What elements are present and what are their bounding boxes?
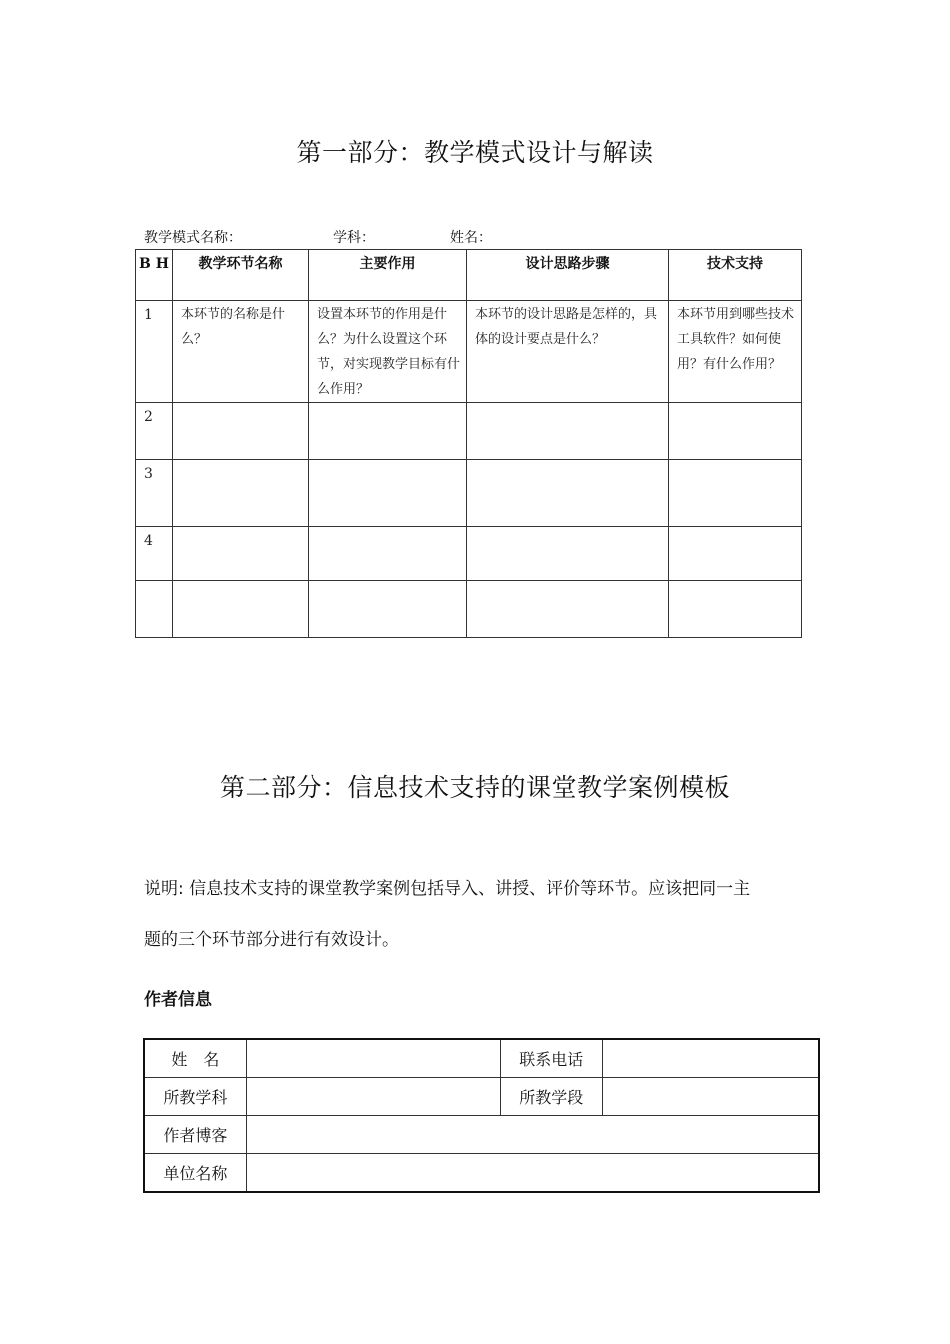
subject-label: 学科： bbox=[333, 230, 375, 246]
table-cell[interactable] bbox=[173, 403, 309, 460]
table-cell[interactable]: 设置本环节的作用是什么？为什么设置这个环节，对实现教学目标有什么作用？ bbox=[309, 301, 467, 403]
org-field-label: 单位名称 bbox=[144, 1154, 246, 1193]
row-number bbox=[136, 581, 173, 638]
author-info-table bbox=[143, 1038, 820, 1193]
table-cell[interactable] bbox=[173, 460, 309, 527]
note-line-1: 说明: 信息技术支持的课堂教学案例包括导入、讲授、评价等环节。应该把同一主 bbox=[144, 879, 751, 899]
table-cell[interactable]: 本环节的设计思路是怎样的，具体的设计要点是什么？ bbox=[467, 301, 669, 403]
table-cell[interactable] bbox=[467, 403, 669, 460]
header-tech-support: 技术支持 bbox=[669, 250, 802, 301]
table-cell[interactable] bbox=[309, 581, 467, 638]
phone-field-label: 联系电话 bbox=[500, 1039, 602, 1078]
table-row bbox=[136, 581, 802, 638]
name-field-value[interactable] bbox=[246, 1039, 500, 1078]
table-header-row bbox=[136, 250, 802, 301]
table-cell[interactable] bbox=[309, 460, 467, 527]
blog-field-label: 作者博客 bbox=[144, 1116, 246, 1154]
table-cell[interactable]: 本环节用到哪些技术工具软件？如何使用？有什么作用？ bbox=[669, 301, 802, 403]
name-field-label: 姓 名 bbox=[144, 1039, 246, 1078]
row-number: 4 bbox=[136, 527, 173, 581]
author-info-heading: 作者信息 bbox=[144, 990, 212, 1010]
table-cell[interactable] bbox=[467, 460, 669, 527]
table-cell[interactable] bbox=[173, 527, 309, 581]
name-label: 姓名： bbox=[450, 230, 492, 246]
header-stage-name: 教学环节名称 bbox=[173, 250, 309, 301]
header-bh: B H bbox=[136, 250, 173, 301]
author-row-subject bbox=[144, 1078, 819, 1116]
table-cell[interactable] bbox=[173, 581, 309, 638]
org-field-value[interactable] bbox=[246, 1154, 819, 1193]
row-number: 3 bbox=[136, 460, 173, 527]
part1-title: 第一部分：教学模式设计与解读 bbox=[296, 138, 654, 167]
table-cell[interactable] bbox=[669, 403, 802, 460]
table-cell[interactable]: 本环节的名称是什么？ bbox=[173, 301, 309, 403]
header-design-steps: 设计思路步骤 bbox=[467, 250, 669, 301]
header-main-role: 主要作用 bbox=[309, 250, 467, 301]
table-cell[interactable] bbox=[669, 581, 802, 638]
subject-field-label: 所教学科 bbox=[144, 1078, 246, 1116]
subject-field-value[interactable] bbox=[246, 1078, 500, 1116]
stage-field-value[interactable] bbox=[602, 1078, 819, 1116]
table-row bbox=[136, 403, 802, 460]
blog-field-value[interactable] bbox=[246, 1116, 819, 1154]
mode-name-label: 教学模式名称： bbox=[144, 230, 242, 246]
table-cell[interactable] bbox=[669, 527, 802, 581]
design-table bbox=[135, 249, 802, 638]
author-row-name bbox=[144, 1039, 819, 1078]
table-cell[interactable] bbox=[309, 403, 467, 460]
table-row bbox=[136, 460, 802, 527]
table-row bbox=[136, 527, 802, 581]
table-row bbox=[136, 301, 802, 403]
phone-field-value[interactable] bbox=[602, 1039, 819, 1078]
stage-field-label: 所教学段 bbox=[500, 1078, 602, 1116]
table-cell[interactable] bbox=[467, 527, 669, 581]
author-row-blog bbox=[144, 1116, 819, 1154]
table-cell[interactable] bbox=[467, 581, 669, 638]
part2-title: 第二部分：信息技术支持的课堂教学案例模板 bbox=[219, 773, 730, 802]
note-line-2: 题的三个环节部分进行有效设计。 bbox=[144, 930, 399, 950]
table-cell[interactable] bbox=[309, 527, 467, 581]
row-number: 2 bbox=[136, 403, 173, 460]
table-cell[interactable] bbox=[669, 460, 802, 527]
row-number: 1 bbox=[136, 301, 173, 403]
author-row-org bbox=[144, 1154, 819, 1193]
